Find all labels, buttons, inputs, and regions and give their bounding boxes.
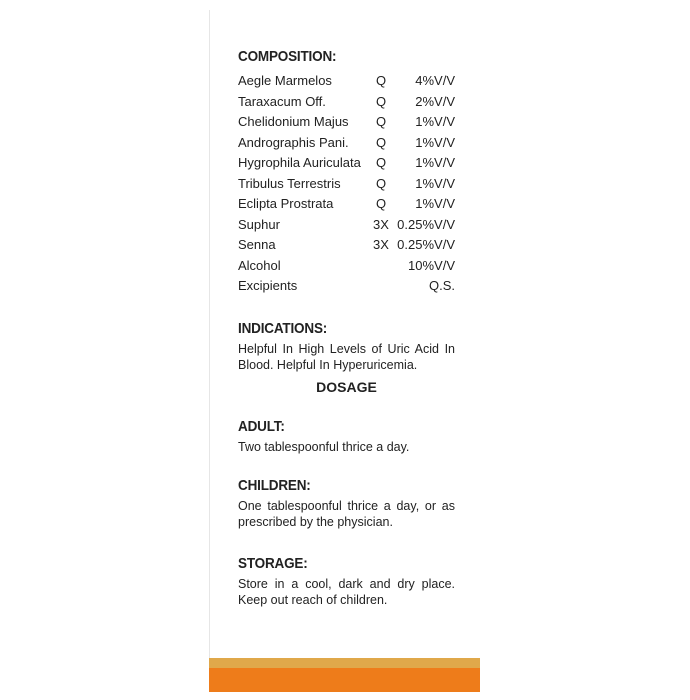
composition-row	[238, 174, 455, 195]
ingredient-potency: Q	[375, 155, 387, 170]
composition-row	[238, 153, 455, 174]
ingredient-name: Tribulus Terrestris	[238, 175, 341, 191]
panel-edge-line	[209, 10, 210, 658]
ingredient-ratio: 2%V/V	[415, 93, 455, 109]
children-text: One tablespoonful thrice a day, or as prescribed by the physician.	[238, 498, 455, 529]
ingredient-name: Eclipta Prostrata	[238, 196, 334, 211]
children-section	[238, 477, 455, 530]
ingredient-name: Suphur	[238, 216, 280, 232]
ingredient-name: Alcohol	[238, 257, 281, 273]
ingredient-potency: Q	[375, 196, 387, 211]
ingredient-name: Chelidonium Majus	[238, 114, 349, 129]
composition-row	[238, 215, 455, 236]
ingredient-ratio: 1%V/V	[415, 114, 455, 129]
storage-text: Store in a cool, dark and dry place. Keep out reach of children.	[238, 576, 455, 607]
ingredient-ratio: Q.S.	[428, 278, 455, 293]
indications-heading: INDICATIONS:	[238, 319, 328, 337]
ingredient-ratio: 1%V/V	[415, 175, 455, 191]
ingredient-potency	[370, 276, 392, 297]
ingredient-ratio: 1%V/V	[415, 196, 455, 211]
ingredient-potency: Q	[375, 93, 387, 109]
ingredient-potency: 3X	[373, 216, 389, 232]
ingredient-name: Hygrophila Auriculata	[238, 155, 361, 170]
adult-heading: ADULT:	[238, 417, 285, 435]
ingredient-ratio: 1%V/V	[415, 134, 455, 150]
ingredient-potency: Q	[375, 134, 387, 150]
composition-heading: COMPOSITION:	[238, 48, 337, 65]
composition-row	[238, 256, 455, 277]
label-panel	[209, 10, 481, 692]
ingredient-name: Excipients	[238, 278, 298, 293]
ingredient-ratio: 0.25%V/V	[397, 237, 455, 252]
decorative-band-gold	[209, 658, 480, 668]
ingredient-ratio: 0.25%V/V	[397, 216, 455, 232]
children-heading: CHILDREN:	[238, 476, 311, 494]
composition-row	[238, 235, 455, 256]
decorative-band-orange	[209, 668, 480, 692]
composition-row	[238, 92, 455, 113]
dosage-heading: DOSAGE	[316, 378, 377, 395]
composition-table-body	[238, 71, 455, 297]
indications-text: Helpful In High Levels of Uric Acid In Blood. Helpful In Hyperuricemia.	[238, 341, 455, 372]
ingredient-name: Andrographis Pani.	[238, 134, 349, 150]
label-content	[238, 48, 455, 608]
ingredient-ratio: 4%V/V	[415, 73, 455, 88]
ingredient-ratio: 10%V/V	[408, 257, 455, 273]
ingredient-potency	[370, 256, 392, 277]
ingredient-potency: Q	[375, 114, 387, 129]
ingredient-ratio: 1%V/V	[415, 155, 455, 170]
ingredient-name: Aegle Marmelos	[238, 73, 332, 88]
composition-row	[238, 133, 455, 154]
ingredient-potency: 3X	[373, 237, 389, 252]
composition-table	[238, 71, 455, 297]
ingredient-name: Taraxacum Off.	[238, 93, 326, 109]
adult-section	[238, 418, 455, 455]
composition-row	[238, 71, 455, 92]
storage-section	[238, 555, 455, 608]
ingredient-name: Senna	[238, 237, 276, 252]
indications-section	[238, 320, 455, 373]
composition-row	[238, 276, 455, 297]
composition-row	[238, 194, 455, 215]
storage-heading: STORAGE:	[238, 554, 308, 572]
adult-text: Two tablespoonful thrice a day.	[238, 439, 410, 454]
ingredient-potency: Q	[375, 175, 387, 191]
composition-row	[238, 112, 455, 133]
ingredient-potency: Q	[375, 73, 387, 88]
